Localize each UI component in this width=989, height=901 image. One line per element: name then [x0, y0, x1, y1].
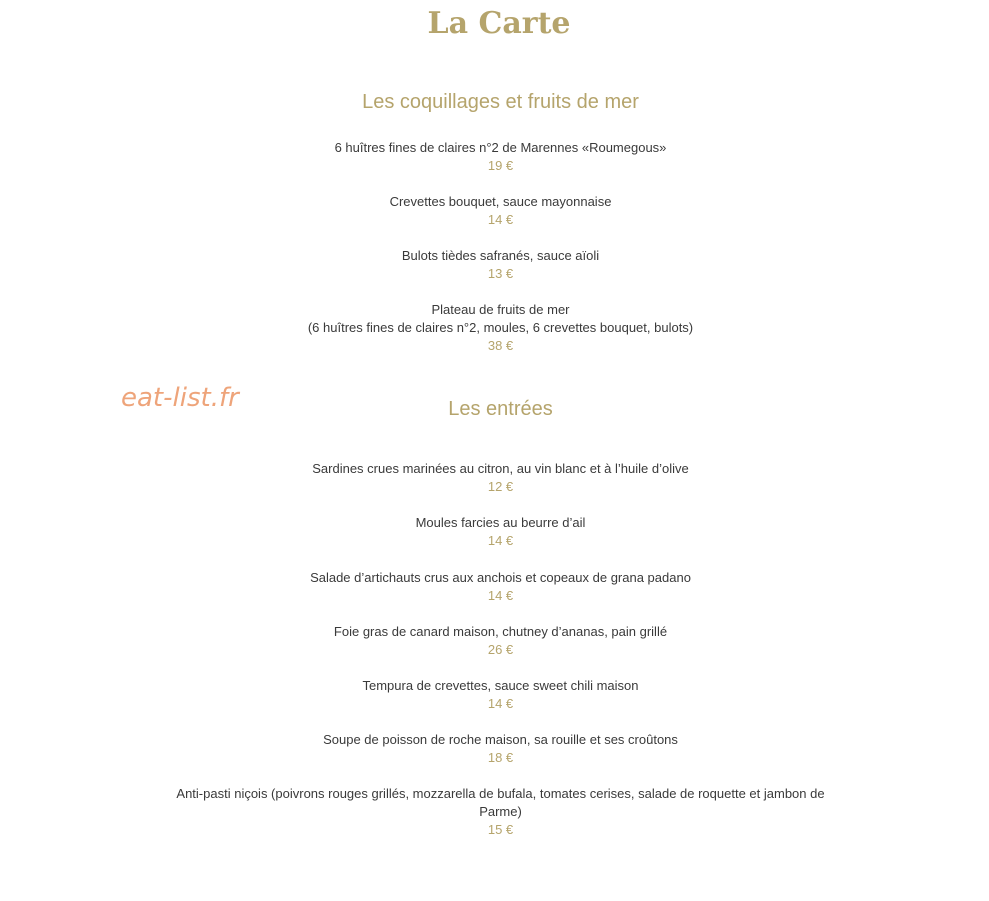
section-title-entrees: Les entrées [448, 398, 553, 420]
menu-item [0, 785, 989, 839]
menu-item-name: Tempura de crevettes, sauce sweet chili maison [362, 678, 639, 693]
page-title: La Carte [427, 6, 571, 41]
menu-item [0, 569, 989, 605]
menu-item-price: 15 € [487, 822, 514, 837]
section-title-coquillages: Les coquillages et fruits de mer [362, 91, 639, 113]
menu-item [0, 139, 989, 175]
menu-item-name: Soupe de poisson de roche maison, sa rouille et ses croûtons [323, 732, 678, 747]
menu-item-price: 14 € [487, 696, 514, 711]
menu-item [0, 623, 989, 659]
menu-item-price: 38 € [487, 338, 514, 353]
menu-item-name: Moules farcies au beurre d’ail [415, 515, 586, 530]
menu-item-description: (6 huîtres fines de claires n°2, moules, 6 crevettes bouquet, bulots) [307, 320, 694, 335]
menu-item-price: 12 € [487, 479, 514, 494]
menu-item-name: Plateau de fruits de mer [431, 302, 570, 317]
watermark-text: eat-list.fr [121, 383, 239, 413]
menu-item-name: Foie gras de canard maison, chutney d’ananas, pain grillé [333, 624, 668, 639]
menu-item-price: 19 € [487, 158, 514, 173]
menu-item-name: Crevettes bouquet, sauce mayonnaise [389, 194, 612, 209]
menu-item-name-continued: Parme) [479, 804, 522, 819]
menu-item-price: 14 € [487, 212, 514, 227]
menu-item [0, 301, 989, 355]
menu-item [0, 193, 989, 229]
menu-item-name: Anti-pasti niçois (poivrons rouges grillés, mozzarella de bufala, tomates cerises, salade de roquette et jambon de [176, 786, 825, 801]
menu-item-price: 18 € [487, 750, 514, 765]
menu-item [0, 247, 989, 283]
menu-item-name: 6 huîtres fines de claires n°2 de Marennes «Roumegous» [334, 140, 667, 155]
menu-item [0, 514, 989, 550]
menu-item-price: 26 € [487, 642, 514, 657]
menu-item-name: Bulots tièdes safranés, sauce aïoli [401, 248, 600, 263]
menu-item-price: 14 € [487, 588, 514, 603]
menu-item-price: 13 € [487, 266, 514, 281]
menu-item-name: Sardines crues marinées au citron, au vin blanc et à l’huile d’olive [312, 461, 689, 476]
menu-item [0, 731, 989, 767]
menu-item-price: 14 € [487, 533, 514, 548]
menu-item [0, 460, 989, 496]
menu-item [0, 677, 989, 713]
menu-item-name: Salade d’artichauts crus aux anchois et copeaux de grana padano [310, 570, 691, 585]
